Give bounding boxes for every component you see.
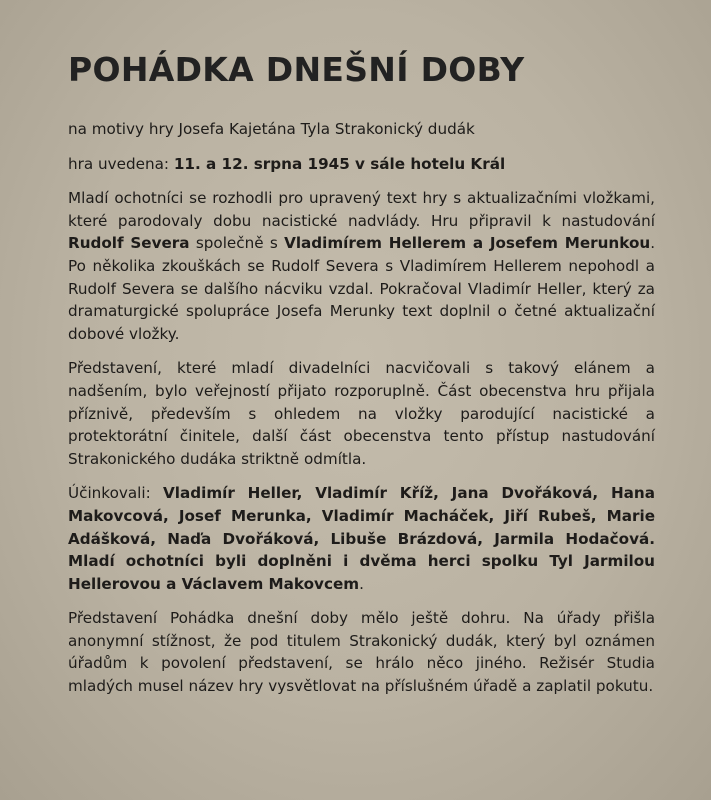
subtitle: na motivy hry Josefa Kajetána Tyla Strakonický dudák	[68, 120, 475, 138]
premiere-date: 11. a 12. srpna 1945 v sále hotelu Král	[173, 154, 506, 173]
paragraph-text: . Po několika zkouškách se Rudolf Severa s Vladimírem Hellerem nepohodl a Rudolf Severa se dalšího nácviku vzdal. Pokračoval Vladimír Heller, který za dramaturgické spolupráce Josefa Merunky text doplnil o četné aktualizační dobové vložky.	[68, 234, 656, 343]
paragraph-aftermath: Představení Pohádka dnešní doby mělo ještě dohru. Na úřady přišla anonymní stížnost, že pod titulem Strakonický dudák, který byl oznámen úřadům k povolení představení, se hrálo něco jiného. Režisér Studia mladých musel název hry vysvětlovat na příslušném úřadě a zaplatil pokutu.	[68, 609, 655, 696]
cast-label: Účinkovali:	[68, 484, 164, 503]
cast-end: .	[359, 574, 364, 593]
panel-title: POHÁDKA DNEŠNÍ DOBY	[68, 50, 525, 89]
paragraph-reception: Představení, které mladí divadelníci nacvičovali s takový elánem a nadšením, bylo veřejností přijato rozporuplně. Část obecenstva hru přijala příznivě, především s ohledem na vložky parodující nacistické a protektorátní činitele, další část obecenstva tento přístup nastudování Strakonického dudáka striktně odmítla.	[68, 359, 655, 468]
premiere-label: hra uvedena:	[68, 154, 174, 173]
cast-list: Vladimír Heller, Vladimír Kříž, Jana Dvořáková, Hana Makovcová, Josef Merunka, Vladimír Macháček, Jiří Rubeš, Marie Adášková, Naďa Dvořáková, Libuše Brázdová, Jarmila Hodačová. Mladí ochotníci byli doplněni i dvěma herci spolku Tyl Jarmilou Hellerovou a Václavem Makovcem	[68, 484, 655, 593]
paragraph-preparation	[68, 187, 655, 345]
paragraph-cast	[68, 482, 655, 595]
bold-name: Rudolf Severa	[68, 234, 190, 253]
paragraph-text: společně s	[189, 234, 285, 253]
premiere-line	[68, 153, 655, 176]
bold-name: Vladimírem Hellerem a Josefem Merunkou	[284, 234, 651, 253]
paragraph-text: Mladí ochotníci se rozhodli pro upravený text hry s aktualizačními vložkami, které parodovaly dobu nacistické nadvlády. Hru připravil k nastudování	[68, 189, 655, 230]
